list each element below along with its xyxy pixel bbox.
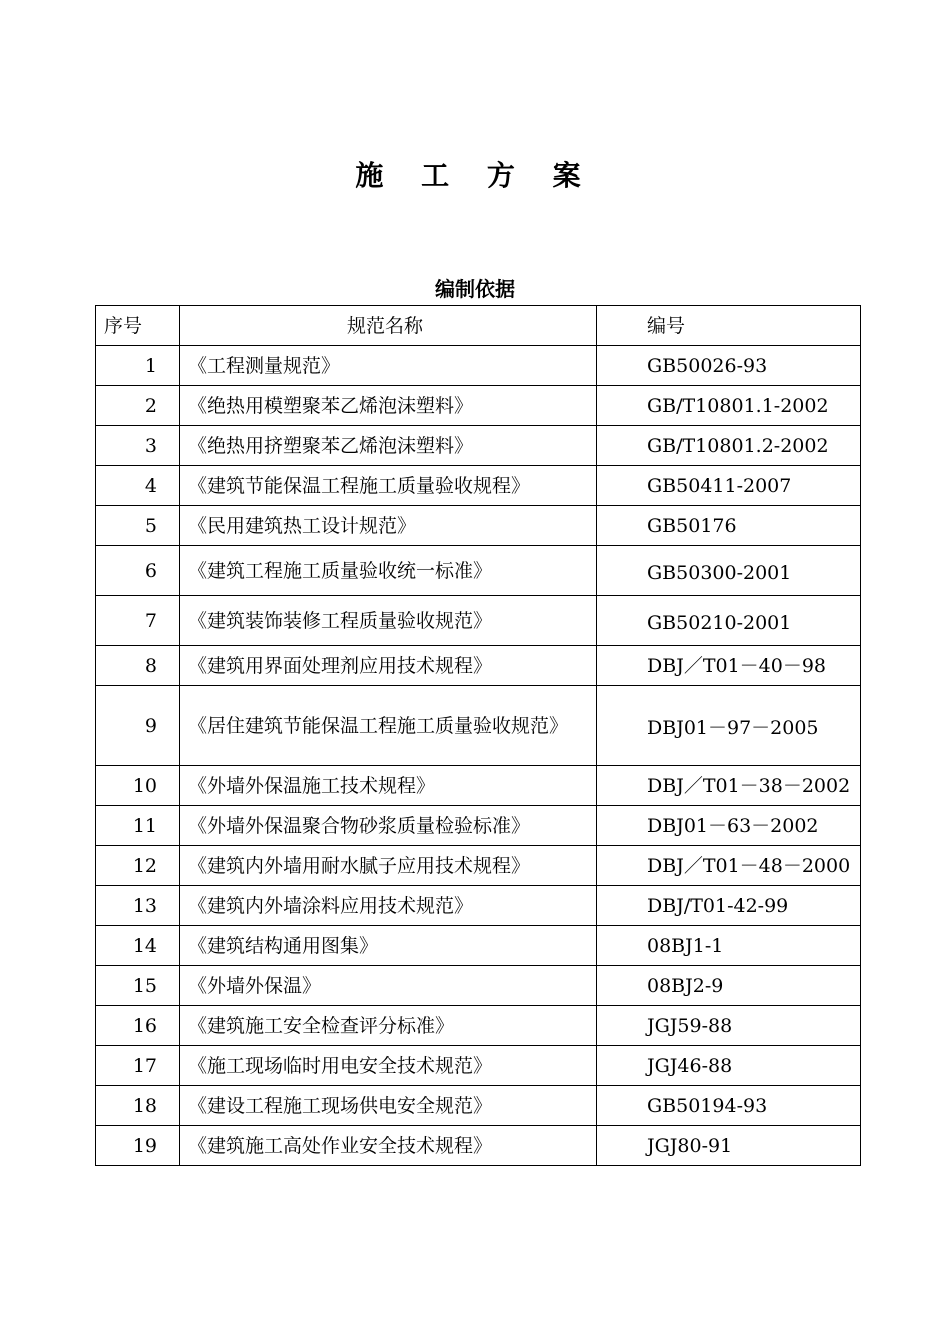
table-row bbox=[96, 506, 861, 546]
row-code: GB50026-93 bbox=[597, 346, 861, 386]
row-name: 《建筑施工安全检查评分标准》 bbox=[180, 1006, 597, 1046]
header-code: 编号 bbox=[597, 306, 861, 346]
row-code: GB/T10801.1-2002 bbox=[597, 386, 861, 426]
table-row bbox=[96, 926, 861, 966]
table-header-row bbox=[96, 306, 861, 346]
row-no: 17 bbox=[96, 1046, 180, 1086]
row-code: DBJ/T01-42-99 bbox=[597, 886, 861, 926]
row-name: 《建筑工程施工质量验收统一标准》 bbox=[180, 546, 597, 596]
row-no: 6 bbox=[96, 546, 180, 596]
header-no: 序号 bbox=[96, 306, 180, 346]
row-name: 《绝热用挤塑聚苯乙烯泡沫塑料》 bbox=[180, 426, 597, 466]
row-code: DBJ／T01－40－98 bbox=[597, 646, 861, 686]
row-name: 《外墙外保温聚合物砂浆质量检验标准》 bbox=[180, 806, 597, 846]
table-row bbox=[96, 1086, 861, 1126]
table-row bbox=[96, 846, 861, 886]
row-code: JGJ46-88 bbox=[597, 1046, 861, 1086]
row-code: DBJ01－97－2005 bbox=[597, 686, 861, 766]
row-code: JGJ59-88 bbox=[597, 1006, 861, 1046]
row-no: 5 bbox=[96, 506, 180, 546]
row-code: 08BJ2-9 bbox=[597, 966, 861, 1006]
row-no: 3 bbox=[96, 426, 180, 466]
table-caption: 编制依据 bbox=[435, 277, 515, 301]
row-no: 18 bbox=[96, 1086, 180, 1126]
table-row bbox=[96, 346, 861, 386]
row-name: 《建筑装饰装修工程质量验收规范》 bbox=[180, 596, 597, 646]
row-code: DBJ01－63－2002 bbox=[597, 806, 861, 846]
row-name: 《居住建筑节能保温工程施工质量验收规范》 bbox=[180, 686, 597, 766]
row-name: 《建筑施工高处作业安全技术规程》 bbox=[180, 1126, 597, 1166]
row-no: 8 bbox=[96, 646, 180, 686]
row-code: GB/T10801.2-2002 bbox=[597, 426, 861, 466]
table-row bbox=[96, 766, 861, 806]
row-name: 《施工现场临时用电安全技术规范》 bbox=[180, 1046, 597, 1086]
row-code: GB50411-2007 bbox=[597, 466, 861, 506]
row-code: JGJ80-91 bbox=[597, 1126, 861, 1166]
table-row bbox=[96, 426, 861, 466]
row-no: 2 bbox=[96, 386, 180, 426]
row-name: 《建筑内外墙涂料应用技术规范》 bbox=[180, 886, 597, 926]
row-name: 《建筑用界面处理剂应用技术规程》 bbox=[180, 646, 597, 686]
header-name: 规范名称 bbox=[180, 306, 597, 346]
table-row bbox=[96, 1006, 861, 1046]
row-name: 《外墙外保温施工技术规程》 bbox=[180, 766, 597, 806]
table-row bbox=[96, 596, 861, 646]
row-no: 4 bbox=[96, 466, 180, 506]
row-no: 19 bbox=[96, 1126, 180, 1166]
row-no: 13 bbox=[96, 886, 180, 926]
row-name: 《绝热用模塑聚苯乙烯泡沫塑料》 bbox=[180, 386, 597, 426]
row-name: 《建筑内外墙用耐水腻子应用技术规程》 bbox=[180, 846, 597, 886]
standards-table bbox=[95, 305, 861, 1166]
table-row bbox=[96, 1126, 861, 1166]
row-no: 16 bbox=[96, 1006, 180, 1046]
row-name: 《外墙外保温》 bbox=[180, 966, 597, 1006]
row-no: 7 bbox=[96, 596, 180, 646]
row-no: 10 bbox=[96, 766, 180, 806]
row-no: 14 bbox=[96, 926, 180, 966]
table-row bbox=[96, 686, 861, 766]
table-row bbox=[96, 646, 861, 686]
row-no: 15 bbox=[96, 966, 180, 1006]
row-no: 11 bbox=[96, 806, 180, 846]
row-code: 08BJ1-1 bbox=[597, 926, 861, 966]
table-row bbox=[96, 546, 861, 596]
row-code: GB50176 bbox=[597, 506, 861, 546]
row-code: DBJ／T01－38－2002 bbox=[597, 766, 861, 806]
row-name: 《民用建筑热工设计规范》 bbox=[180, 506, 597, 546]
row-name: 《建筑结构通用图集》 bbox=[180, 926, 597, 966]
row-name: 《工程测量规范》 bbox=[180, 346, 597, 386]
row-no: 12 bbox=[96, 846, 180, 886]
row-no: 9 bbox=[96, 686, 180, 766]
table-row bbox=[96, 966, 861, 1006]
table-row bbox=[96, 386, 861, 426]
row-code: GB50210-2001 bbox=[597, 596, 861, 646]
table-row bbox=[96, 1046, 861, 1086]
document-title: 施 工 方 案 bbox=[355, 159, 595, 192]
row-code: DBJ／T01－48－2000 bbox=[597, 846, 861, 886]
table-row bbox=[96, 466, 861, 506]
row-code: GB50194-93 bbox=[597, 1086, 861, 1126]
table-row bbox=[96, 886, 861, 926]
row-name: 《建设工程施工现场供电安全规范》 bbox=[180, 1086, 597, 1126]
row-code: GB50300-2001 bbox=[597, 546, 861, 596]
row-name: 《建筑节能保温工程施工质量验收规程》 bbox=[180, 466, 597, 506]
table-row bbox=[96, 806, 861, 846]
row-no: 1 bbox=[96, 346, 180, 386]
